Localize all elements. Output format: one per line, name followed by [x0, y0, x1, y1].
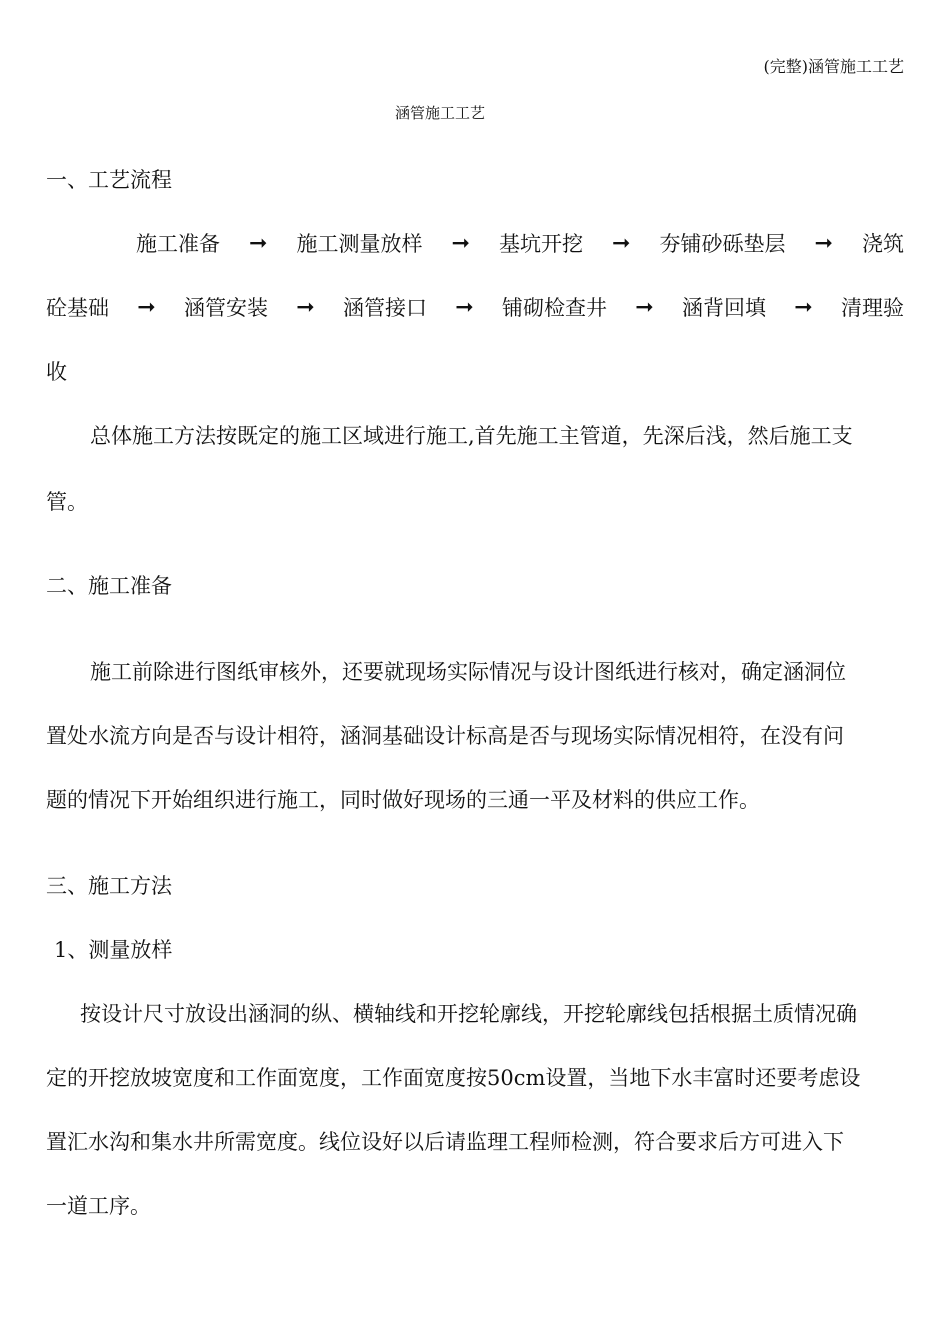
flow-step: 砼基础 [46, 296, 109, 320]
paragraph-line: 置汇水沟和集水井所需宽度。线位设好以后请监理工程师检测，符合要求后方可进入下 [46, 1130, 844, 1154]
arrow-right-icon: ➞ [612, 230, 631, 256]
section-heading: 三、施工方法 [46, 874, 172, 898]
paragraph-line: 管。 [46, 490, 88, 514]
paragraph-line: 施工前除进行图纸审核外，还要就现场实际情况与设计图纸进行核对，确定涵洞位 [90, 660, 846, 684]
arrow-right-icon: ➞ [296, 294, 315, 320]
document-title: 涵管施工工艺 [395, 104, 486, 122]
paragraph-line: 按设计尺寸放设出涵洞的纵、横轴线和开挖轮廓线，开挖轮廓线包括根据土质情况确 [80, 1002, 857, 1026]
flow-step: 浇筑 [862, 232, 904, 256]
running-header: (完整)涵管施工工艺 [763, 57, 904, 76]
flow-step: 施工准备 [136, 232, 220, 256]
flow-step: 收 [46, 360, 67, 384]
paragraph-line: 总体施工方法按既定的施工区域进行施工,首先施工主管道，先深后浅，然后施工支 [90, 424, 853, 448]
section-heading: 二、施工准备 [46, 574, 172, 598]
arrow-right-icon: ➞ [451, 230, 470, 256]
flow-step: 施工测量放样 [296, 232, 423, 256]
flow-step: 夯铺砂砾垫层 [659, 232, 786, 256]
flow-step: 基坑开挖 [499, 232, 583, 256]
arrow-right-icon: ➞ [794, 294, 813, 320]
flow-step: 铺砌检查井 [502, 296, 607, 320]
arrow-right-icon: ➞ [814, 230, 833, 256]
arrow-right-icon: ➞ [455, 294, 474, 320]
section-heading: 一、工艺流程 [46, 168, 172, 192]
arrow-right-icon: ➞ [635, 294, 654, 320]
flow-step: 涵管接口 [343, 296, 427, 320]
flow-step: 涵管安装 [184, 296, 268, 320]
arrow-right-icon: ➞ [137, 294, 156, 320]
flow-step: 涵背回填 [682, 296, 766, 320]
arrow-right-icon: ➞ [249, 230, 268, 256]
subsection-heading: 1、测量放样 [54, 938, 173, 962]
paragraph-line: 置处水流方向是否与设计相符，涵洞基础设计标高是否与现场实际情况相符，在没有问 [46, 724, 844, 748]
flow-step: 清理验 [841, 296, 904, 320]
paragraph-line: 一道工序。 [46, 1194, 151, 1218]
paragraph-line: 定的开挖放坡宽度和工作面宽度，工作面宽度按50cm设置，当地下水丰富时还要考虑设 [46, 1066, 861, 1090]
paragraph-line: 题的情况下开始组织进行施工，同时做好现场的三通一平及材料的供应工作。 [46, 788, 760, 812]
